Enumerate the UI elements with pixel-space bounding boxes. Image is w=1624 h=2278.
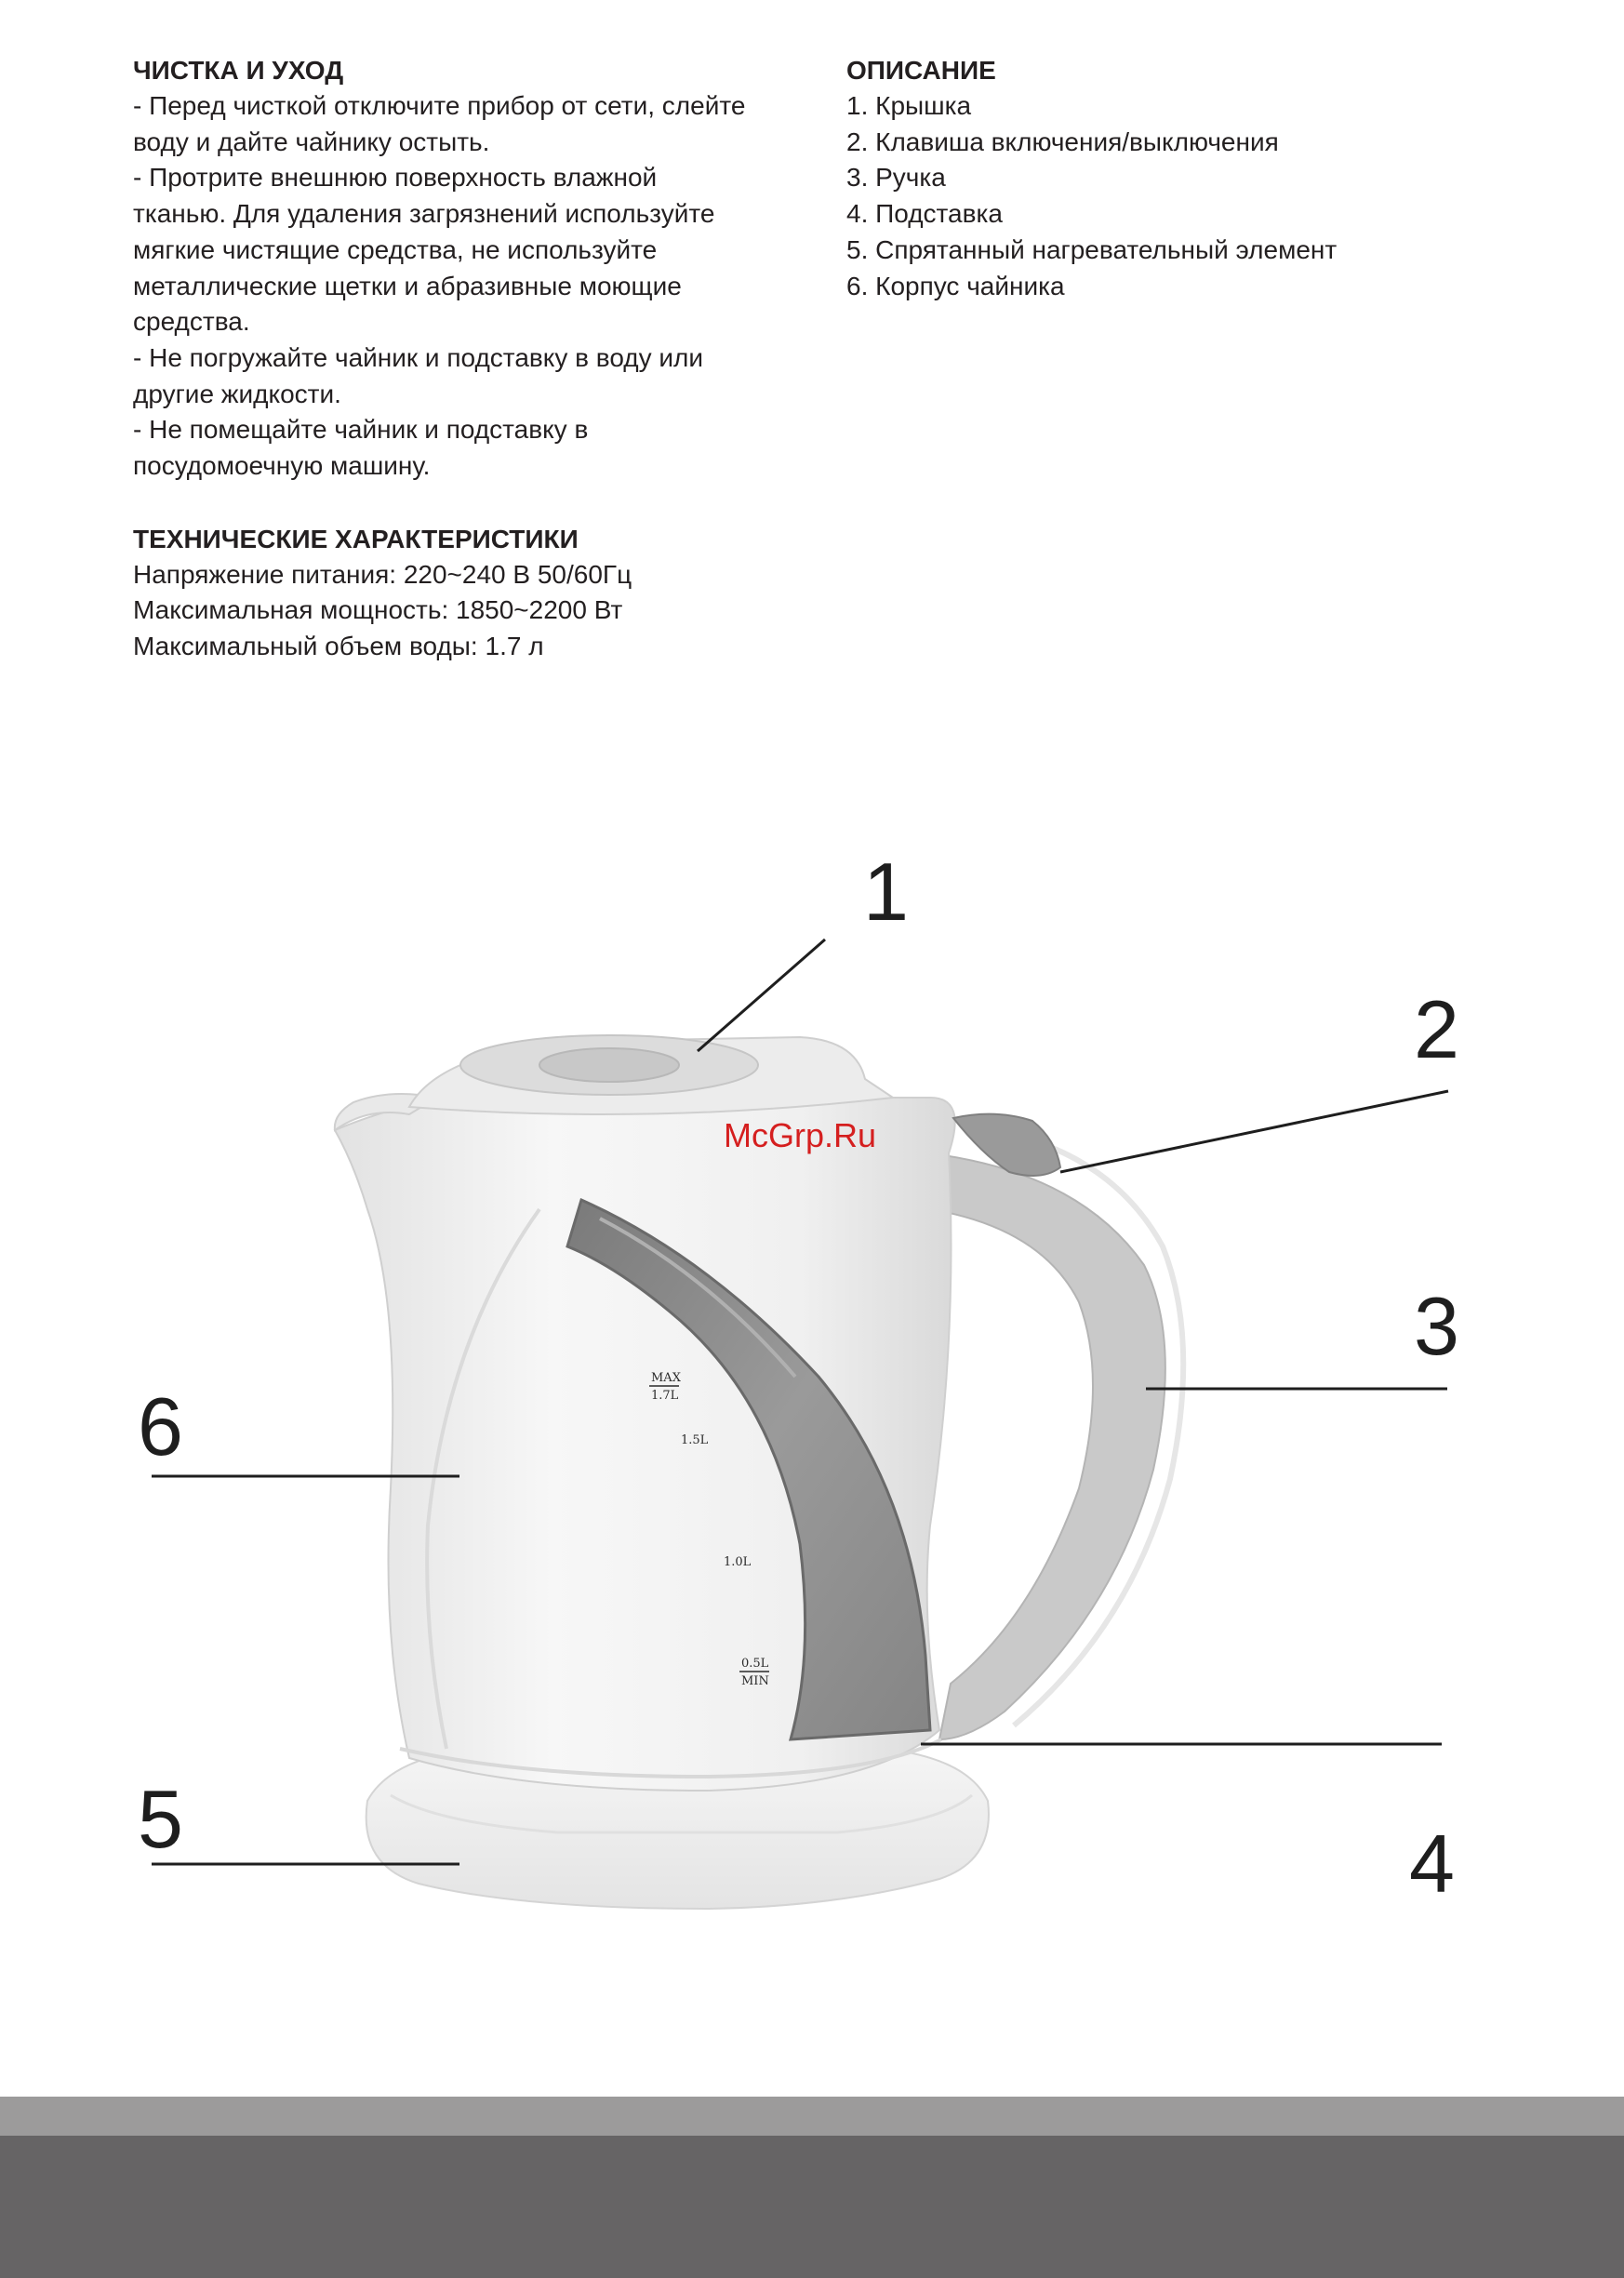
care-line: воду и дайте чайнику остыть.: [133, 127, 490, 156]
description-item: 4. Подставка: [846, 199, 1003, 229]
spec-power: Максимальная мощность: 1850~2200 Вт: [133, 595, 623, 625]
kettle-diagram: [0, 819, 1624, 2028]
scale-max: MAX: [651, 1371, 681, 1385]
care-line: - Не помещайте чайник и подставку в: [133, 415, 589, 445]
care-line: посудомоечную машину.: [133, 451, 431, 481]
description-item: 1. Крышка: [846, 91, 972, 120]
description-item: 5. Спрятанный нагревательный элемент: [846, 234, 1338, 264]
care-line: средства.: [133, 307, 250, 337]
specs-title: ТЕХНИЧЕСКИЕ ХАРАКТЕРИСТИКИ: [133, 524, 579, 553]
spec-voltage: Напряжение питания: 220~240 В 50/60Гц: [133, 559, 632, 589]
callout-4: 4: [1409, 1818, 1455, 1910]
description-title: ОПИСАНИЕ: [846, 56, 996, 85]
spec-volume: Максимальный объем воды: 1.7 л: [133, 632, 544, 661]
care-line: - Не погружайте чайник и подставку в воду или: [133, 342, 704, 372]
care-line: другие жидкости.: [133, 379, 341, 408]
kettle-handle: [930, 1126, 1183, 1739]
care-title: ЧИСТКА И УХОД: [133, 56, 344, 85]
callout-1: 1: [863, 846, 909, 938]
description-item: 3. Ручка: [846, 163, 946, 193]
callout-6: 6: [138, 1380, 183, 1472]
scale-1-0l: 1.0L: [724, 1555, 752, 1569]
care-line: тканью. Для удаления загрязнений используйте: [133, 199, 715, 229]
care-section: [133, 52, 812, 665]
footer-band-dark: [0, 2136, 1624, 2278]
care-line: - Перед чисткой отключите прибор от сети, слейте: [133, 91, 746, 120]
description-section: [846, 52, 1572, 304]
care-line: - Протрите внешнюю поверхность влажной: [133, 163, 658, 193]
callout-2: 2: [1414, 983, 1459, 1075]
watermark: McGrp.Ru: [724, 1116, 877, 1154]
callout-5: 5: [138, 1773, 183, 1865]
callout-3: 3: [1414, 1280, 1459, 1372]
kettle-body: [335, 1035, 1060, 1791]
callout-line-1: [698, 939, 825, 1051]
description-item: 6. Корпус чайника: [846, 271, 1065, 300]
specs-section: [133, 521, 812, 665]
description-item: 2. Клавиша включения/выключения: [846, 127, 1279, 156]
scale-1-7l: 1.7L: [651, 1389, 679, 1403]
footer-band-light: [0, 2097, 1624, 2136]
care-line: металлические щетки и абразивные моющие: [133, 271, 682, 300]
scale-1-5l: 1.5L: [681, 1433, 709, 1447]
care-line: мягкие чистящие средства, не используйте: [133, 234, 658, 264]
scale-min: MIN: [741, 1674, 769, 1688]
scale-0-5l: 0.5L: [741, 1657, 769, 1671]
callout-line-2: [1060, 1091, 1448, 1172]
